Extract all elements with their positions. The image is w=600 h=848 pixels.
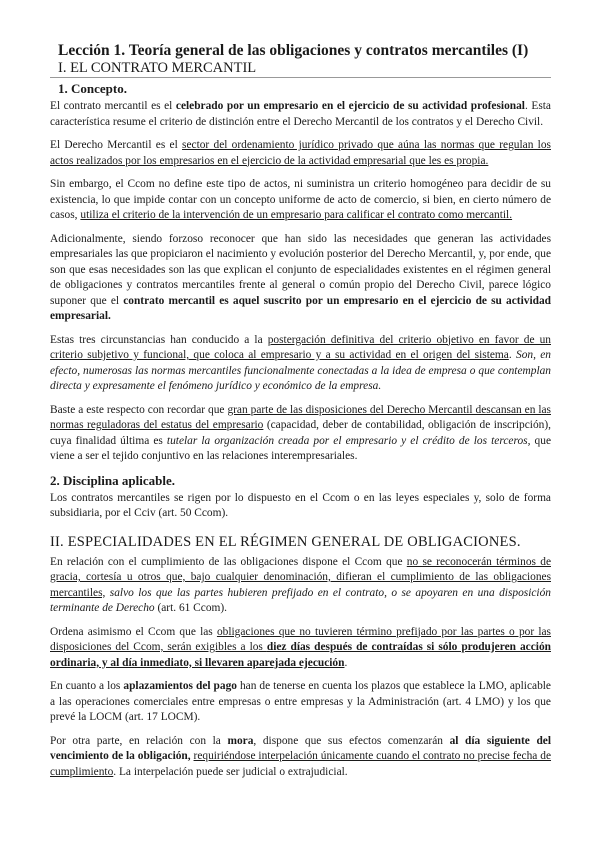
- heading-divider: [50, 77, 551, 78]
- lesson-title: Lección 1. Teoría general de las obligaciones y contratos mercantiles (I): [58, 42, 529, 59]
- paragraph-2: El Derecho Mercantil es el sector del ordenamiento jurídico privado que aúna las normas que regulan los actos realizados por los empresarios en el ejercicio de la actividad empresarial que les es propia.: [50, 139, 551, 167]
- paragraph-7: Los contratos mercantiles se rigen por lo dispuesto en el Ccom o en las leyes especiales y, solo de forma subsidiaria, por el Cciv (art. 50 Ccom).: [50, 491, 551, 519]
- paragraph-1: El contrato mercantil es el celebrado por un empresario en el ejercicio de su actividad profesional. Esta característica resume el criterio de distinción entre el Derecho Mercantil de los contratos y el Derecho Civil.: [50, 100, 551, 128]
- section1-heading: 1. Concepto.: [58, 81, 127, 96]
- paragraph-5: Estas tres circunstancias han conducido a la postergación definitiva del criterio objetivo en favor de un criterio subjetivo y funcional, que coloca al empresario y a su actividad en el origen del sistema. Son, en efecto, numerosas las normas mercantiles funcionalmente conectadas a la idea de empresa o que contemplan directa y expresamente el fenómeno jurídico y económico de la empresa.: [50, 333, 551, 392]
- paragraph-3: Sin embargo, el Ccom no define este tipo de actos, ni suministra un criterio homogéneo para decidir de su existencia, lo que impide contar con un concepto uniforme de acto de comercio, si bien, en cierto número de casos, utiliza el criterio de la intervención de un empresario para calificar el contrato como mercantil.: [50, 178, 551, 221]
- paragraph-9: Ordena asimismo el Ccom que las obligaciones que no tuvieren término prefijado por las partes o por las disposiciones del Ccom, serán exigibles a los diez días después de contraídas si sólo produjeren acción ordinaria, y al día inmediato, si llevaren aparejada ejecución.: [50, 625, 551, 669]
- section2-heading: 2. Disciplina aplicable.: [50, 472, 175, 488]
- paragraph-10: En cuanto a los aplazamientos del pago han de tenerse en cuenta los plazos que establece la LMO, aplicable a las operaciones comerciales entre empresas o entre empresas y la Administración (art. 4 LMO) y los que prevé la LOCM (art. 17 LOCM).: [50, 680, 551, 723]
- paragraph-8: En relación con el cumplimiento de las obligaciones dispone el Ccom que no se reconocerán términos de gracia, cortesía u otros que, bajo cualquier denominación, difieran el cumplimiento de las obligaciones mercantiles, salvo los que las partes hubieren prefijado en el contrato, o se apoyaren en una disposición terminante de Derecho (art. 61 Ccom).: [50, 555, 551, 614]
- paragraph-11: Por otra parte, en relación con la mora, dispone que sus efectos comenzarán al día siguiente del vencimiento de la obligación, requiriéndose interpelación únicamente cuando el contrato no precise fecha de cumplimiento. La interpelación puede ser judicial o extrajudicial.: [50, 734, 552, 778]
- part1-heading: I. EL CONTRATO MERCANTIL: [58, 60, 257, 76]
- paragraph-4: Adicionalmente, siendo forzoso reconocer que han sido las necesidades que generan las actividades empresariales las que propiciaron el nacimiento y evolución posterior del Derecho Mercantil, y, por ende, que son que esas necesidades son las que explican el conjunto de especialidades existentes en el régimen general de obligaciones y contratos mercantiles frente al general o común propio del Derecho Civil, parece lógico suponer que el contrato mercantil es aquel suscrito por un empresario en el ejercicio de su actividad empresarial.: [50, 232, 551, 322]
- paragraph-6: Baste a este respecto con recordar que gran parte de las disposiciones del Derecho Mercantil descansan en las normas reguladoras del estatus del empresario (capacidad, deber de contabilidad, obligación de inscripción), cuya finalidad última es tutelar la organización creada por el empresario y el crédito de los terceros, que viene a ser el tejido conjuntivo en las relaciones interempresariales.: [50, 403, 551, 462]
- part2-heading: II. ESPECIALIDADES EN EL RÉGIMEN GENERAL DE OBLIGACIONES.: [50, 533, 521, 550]
